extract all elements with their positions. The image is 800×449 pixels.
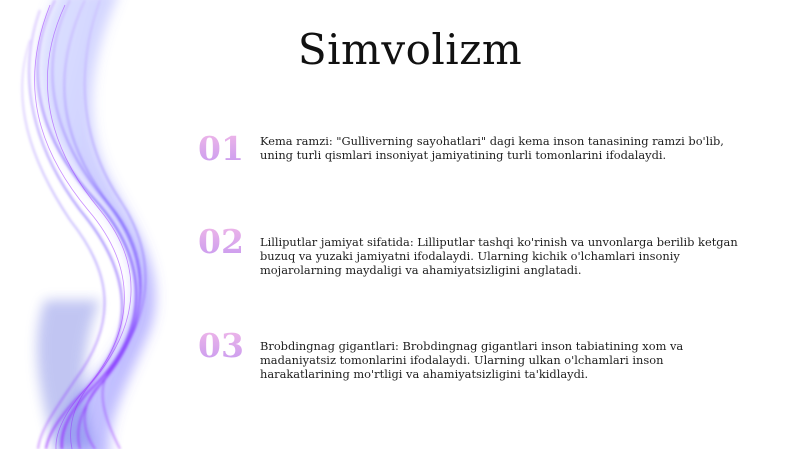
item-number: 03: [198, 328, 256, 364]
item-text: Brobdingnag gigantlari: Brobdingnag gigantlari inson tabiatining xom va madaniyatsiz tomonlarini ifodalaydi. Ularning ulkan o'lchamlari inson harakatlarining mo'rtligi va ahamiyatsizligini ta'kidlaydi.: [260, 339, 684, 381]
item-number: 01: [198, 131, 256, 167]
purple-smoke-wave-icon: [0, 0, 200, 449]
item-number: 02: [198, 224, 256, 260]
item-text: Kema ramzi: "Gulliverning sayohatlari" dagi kema inson tanasining ramzi bo'lib, uning turli qismlari insoniyat jamiyatining turli tomonlarini ifodalaydi.: [260, 134, 724, 162]
slide-title: Simvolizm: [297, 25, 523, 74]
item-text: Lilliputlar jamiyat sifatida: Lilliputlar tashqi ko'rinish va unvonlarga berilib ketgan buzuq va yuzaki jamiyatni ifodalaydi. Ularning kichik o'lchamlari insoniy mojarolarning maydaligi va ahamiyatsizligini anglatadi.: [260, 235, 738, 277]
